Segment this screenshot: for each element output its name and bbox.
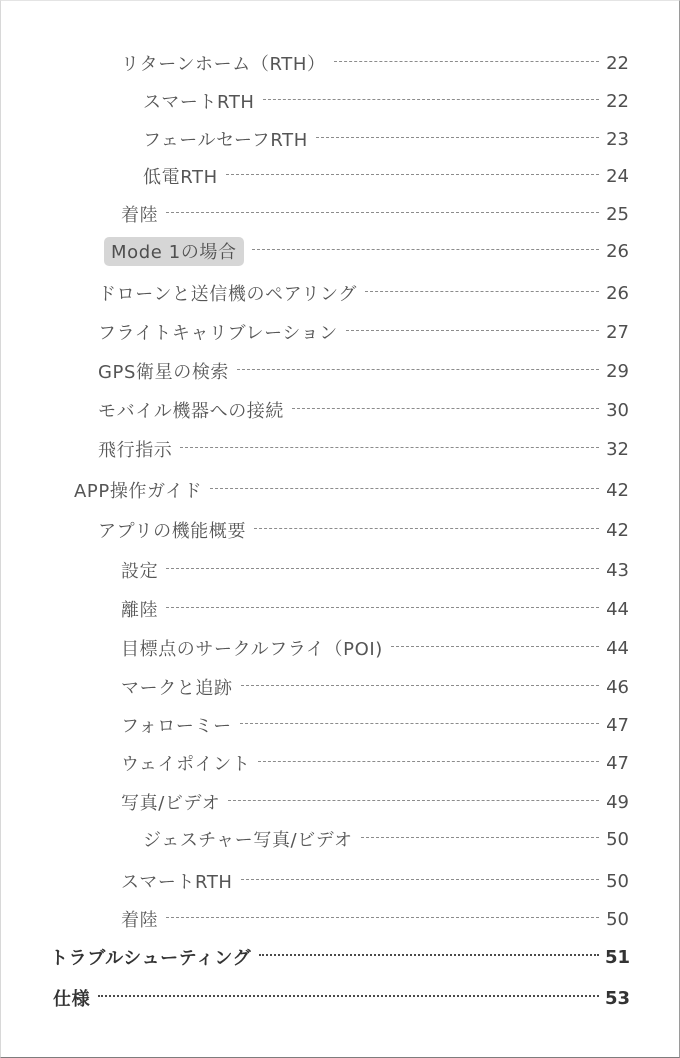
toc-entry-title: フェールセーフRTH bbox=[143, 130, 308, 151]
toc-entry-mobile-connection[interactable] bbox=[98, 395, 629, 425]
toc-page-number: 47 bbox=[606, 752, 629, 774]
toc-leader-dots bbox=[254, 528, 599, 529]
toc-leader-dots bbox=[292, 408, 599, 409]
toc-entry-settings[interactable] bbox=[121, 555, 629, 585]
toc-entry-flight-instructions[interactable] bbox=[98, 434, 629, 464]
toc-page-number: 47 bbox=[606, 714, 629, 736]
toc-leader-dots bbox=[240, 723, 599, 724]
toc-page-number: 42 bbox=[606, 479, 629, 501]
toc-leader-dots bbox=[180, 447, 599, 448]
toc-entry-title: APP操作ガイド bbox=[74, 481, 203, 502]
toc-entry-pairing[interactable] bbox=[98, 278, 629, 308]
toc-leader-dots bbox=[166, 917, 599, 918]
toc-page-number: 32 bbox=[606, 438, 629, 460]
toc-leader-dots bbox=[346, 330, 599, 331]
toc-entry-title: 設定 bbox=[121, 561, 159, 582]
toc-entry-title: 仕様 bbox=[53, 989, 91, 1010]
toc-entry-title: 離陸 bbox=[121, 600, 159, 621]
toc-page-number: 42 bbox=[606, 519, 629, 541]
toc-page-number: 22 bbox=[606, 90, 629, 112]
toc-entry-title: スマートRTH bbox=[143, 92, 255, 113]
toc-leader-dots bbox=[361, 837, 599, 838]
toc-leader-dots bbox=[252, 249, 599, 250]
toc-entry-return-home[interactable] bbox=[121, 48, 629, 78]
toc-page-number: 43 bbox=[606, 559, 629, 581]
toc-page-number: 49 bbox=[606, 791, 629, 813]
toc-leader-dots bbox=[166, 607, 599, 608]
toc-page-number: 44 bbox=[606, 598, 629, 620]
toc-entry-low-battery-rth[interactable] bbox=[143, 161, 629, 191]
toc-page-number: 29 bbox=[606, 360, 629, 382]
toc-page-number: 26 bbox=[606, 282, 629, 304]
toc-leader-dots bbox=[263, 99, 599, 100]
toc-entry-title: 着陸 bbox=[121, 910, 159, 931]
toc-entry-title: フライトキャリブレーション bbox=[98, 323, 338, 344]
toc-entry-waypoint[interactable] bbox=[121, 748, 629, 778]
toc-entry-title-highlighted: Mode 1の場合 bbox=[104, 237, 244, 266]
toc-page-number: 53 bbox=[605, 987, 631, 1009]
toc-entry-title: ドローンと送信機のペアリング bbox=[98, 284, 357, 305]
toc-entry-mode-1[interactable] bbox=[111, 236, 629, 266]
toc-entry-title: モバイル機器への接続 bbox=[98, 401, 284, 422]
toc-entry-title: GPS衛星の検索 bbox=[98, 362, 230, 383]
toc-entry-gps-search[interactable] bbox=[98, 356, 629, 386]
toc-entry-mark-and-track[interactable] bbox=[121, 672, 629, 702]
toc-entry-smart-rth[interactable] bbox=[143, 86, 629, 116]
toc-entry-gesture-photo-video[interactable] bbox=[143, 824, 629, 854]
toc-leader-dots bbox=[166, 212, 599, 213]
toc-page-number: 23 bbox=[606, 128, 629, 150]
toc-entry-app-overview[interactable] bbox=[98, 515, 629, 545]
toc-entry-poi[interactable] bbox=[121, 633, 629, 663]
toc-entry-failsafe-rth[interactable] bbox=[143, 124, 629, 154]
toc-leader-dots bbox=[259, 954, 599, 956]
toc-entry-landing[interactable] bbox=[121, 199, 629, 229]
toc-page-number: 44 bbox=[606, 637, 629, 659]
toc-entry-title: トラブルシューティング bbox=[50, 948, 252, 969]
toc-leader-dots bbox=[166, 568, 599, 569]
toc-entry-photo-video[interactable] bbox=[121, 787, 629, 817]
toc-entry-specifications[interactable] bbox=[53, 983, 629, 1013]
toc-page-number: 26 bbox=[606, 240, 629, 262]
toc-page-number: 46 bbox=[606, 676, 629, 698]
toc-entry-app-guide[interactable] bbox=[74, 475, 629, 505]
toc-page-number: 22 bbox=[606, 52, 629, 74]
toc-leader-dots bbox=[391, 646, 599, 647]
toc-entry-title: ウェイポイント bbox=[121, 754, 251, 775]
toc-page-number: 50 bbox=[606, 870, 629, 892]
toc-entry-takeoff[interactable] bbox=[121, 594, 629, 624]
toc-entry-title: スマートRTH bbox=[121, 872, 233, 893]
toc-page-number: 27 bbox=[606, 321, 629, 343]
toc-leader-dots bbox=[228, 800, 599, 801]
toc-leader-dots bbox=[241, 879, 599, 880]
toc-entry-calibration[interactable] bbox=[98, 317, 629, 347]
toc-page-number: 51 bbox=[605, 946, 631, 968]
toc-leader-dots bbox=[258, 761, 599, 762]
toc-page-number: 25 bbox=[606, 203, 629, 225]
toc-leader-dots bbox=[98, 995, 599, 997]
toc-entry-smart-rth-app[interactable] bbox=[121, 866, 629, 896]
toc-leader-dots bbox=[334, 61, 599, 62]
toc-leader-dots bbox=[226, 174, 599, 175]
toc-page-number: 50 bbox=[606, 908, 629, 930]
toc-page-number: 24 bbox=[606, 165, 629, 187]
toc-leader-dots bbox=[241, 685, 599, 686]
toc-entry-title: 写真/ビデオ bbox=[121, 793, 221, 814]
toc-entry-title: リターンホーム（RTH） bbox=[121, 54, 326, 75]
toc-leader-dots bbox=[210, 488, 599, 489]
toc-entry-title: アプリの機能概要 bbox=[98, 521, 247, 542]
toc-entry-title: 目標点のサークルフライ（POI) bbox=[121, 639, 383, 660]
toc-entry-landing-app[interactable] bbox=[121, 904, 629, 934]
toc-entry-troubleshooting[interactable] bbox=[50, 942, 629, 972]
toc-page-number: 50 bbox=[606, 828, 629, 850]
toc-leader-dots bbox=[316, 137, 599, 138]
toc-entry-follow-me[interactable] bbox=[121, 710, 629, 740]
toc-leader-dots bbox=[365, 291, 599, 292]
toc-entry-title: 着陸 bbox=[121, 205, 159, 226]
toc-entry-title: マークと追跡 bbox=[121, 678, 233, 699]
toc-leader-dots bbox=[237, 369, 599, 370]
toc-entry-title: フォローミー bbox=[121, 716, 232, 737]
toc-page-number: 30 bbox=[606, 399, 629, 421]
toc-entry-title: ジェスチャー写真/ビデオ bbox=[143, 830, 353, 851]
toc-entry-title: 低電RTH bbox=[143, 167, 218, 188]
toc-entry-title: 飛行指示 bbox=[98, 440, 173, 461]
